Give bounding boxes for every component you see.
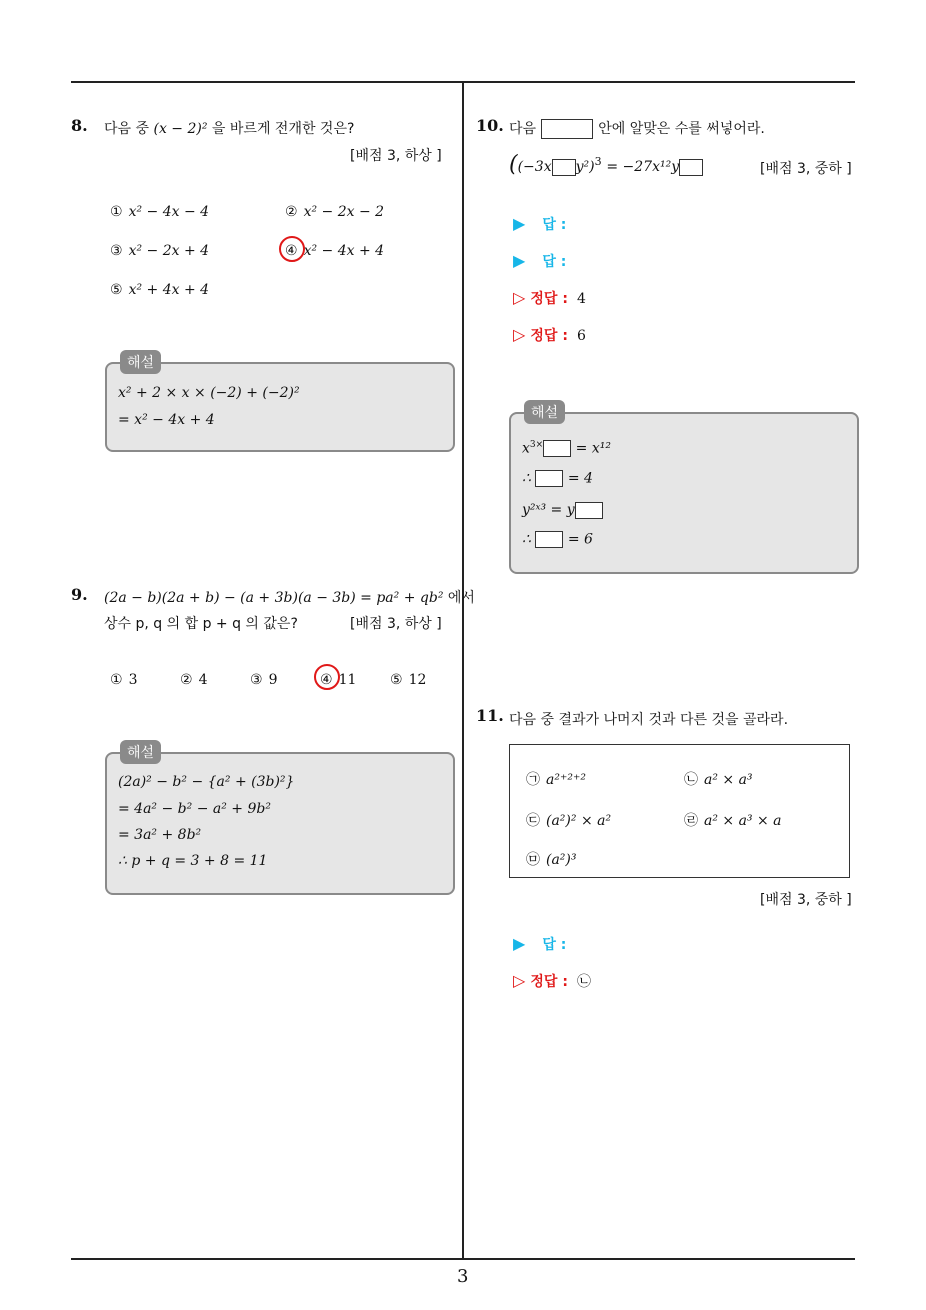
solution-tag: 해설 bbox=[524, 400, 565, 424]
exponent-blank[interactable] bbox=[679, 159, 703, 176]
solution-tag: 해설 bbox=[120, 740, 161, 764]
choice-1[interactable]: ① x² − 4x − 4 bbox=[110, 204, 210, 220]
option-e: ㉤ (a²)³ bbox=[526, 852, 577, 868]
question-stem: 다음 중 (x − 2)² 을 바르게 전개한 것은? bbox=[104, 121, 355, 137]
score-label: [배점 3, 중하 ] bbox=[760, 161, 852, 177]
answer-blank[interactable] bbox=[541, 119, 593, 139]
answer-line[interactable]: ▶ 답 : bbox=[513, 934, 567, 953]
option-d: ㉣ a² × a³ × a bbox=[684, 813, 782, 829]
solution-box bbox=[509, 412, 859, 574]
question-number: 8. bbox=[71, 116, 88, 135]
question-stem-line2: 상수 p, q 의 합 p + q 의 값은? bbox=[104, 616, 298, 632]
question-number: 10. bbox=[476, 116, 504, 135]
solution-line: ∴ p + q = 3 + 8 = 11 bbox=[118, 853, 268, 869]
column-divider bbox=[462, 82, 464, 1259]
solution-line: = 4a² − b² − a² + 9b² bbox=[118, 801, 271, 817]
solution-line: ∴ = 4 bbox=[522, 470, 593, 487]
question-stem: (2a − b)(2a + b) − (a + 3b)(a − 3b) = pa² + qb² 에서 bbox=[104, 590, 475, 606]
option-c: ㉢ (a²)² × a² bbox=[526, 813, 612, 829]
question-stem: 다음 안에 알맞은 수를 써넣어라. bbox=[509, 118, 765, 139]
correct-answer: ▷ 정답 : ㉡ bbox=[513, 971, 592, 990]
choice-3[interactable]: ③ 9 bbox=[250, 672, 278, 688]
solution-line: (2a)² − b² − {a² + (3b)²} bbox=[118, 774, 295, 790]
answer-circle-mark bbox=[279, 236, 305, 262]
answer-line-2[interactable]: ▶ 답 : bbox=[513, 251, 567, 270]
option-b: ㉡ a² × a³ bbox=[684, 772, 753, 788]
option-a: ㉠ a²⁺²⁺² bbox=[526, 772, 586, 788]
answer-line-1[interactable]: ▶ 답 : bbox=[513, 214, 567, 233]
solution-box bbox=[105, 362, 455, 452]
exponent-blank[interactable] bbox=[552, 159, 576, 176]
solution-line: = 3a² + 8b² bbox=[118, 827, 202, 843]
question-stem: 다음 중 결과가 나머지 것과 다른 것을 골라라. bbox=[509, 712, 789, 728]
correct-answer-1: ▷ 정답 : 4 bbox=[513, 288, 586, 307]
choice-2[interactable]: ② 4 bbox=[180, 672, 208, 688]
score-label: [배점 3, 하상 ] bbox=[350, 616, 442, 632]
score-label: [배점 3, 중하 ] bbox=[760, 892, 852, 908]
correct-answer-2: ▷ 정답 : 6 bbox=[513, 325, 586, 344]
solution-line: y²ˣ³ = y bbox=[522, 502, 603, 519]
choice-1[interactable]: ① 3 bbox=[110, 672, 138, 688]
choice-4[interactable]: ④ 11 bbox=[320, 672, 357, 688]
choice-4[interactable]: ④ x² − 4x + 4 bbox=[285, 243, 385, 259]
solution-tag: 해설 bbox=[120, 350, 161, 374]
choice-2[interactable]: ② x² − 2x − 2 bbox=[285, 204, 385, 220]
solution-line: x² + 2 × x × (−2) + (−2)² bbox=[118, 385, 300, 401]
choice-5[interactable]: ⑤ x² + 4x + 4 bbox=[110, 282, 210, 298]
question-number: 9. bbox=[71, 585, 88, 604]
bottom-rule bbox=[71, 1258, 855, 1260]
solution-line: ∴ = 6 bbox=[522, 531, 593, 548]
choice-3[interactable]: ③ x² − 2x + 4 bbox=[110, 243, 210, 259]
solution-line: $x^{3\times} = x^{12}$ bbox=[522, 440, 611, 457]
score-label: [배점 3, 하상 ] bbox=[350, 148, 442, 164]
answer-circle-mark bbox=[314, 664, 340, 690]
choice-5[interactable]: ⑤ 12 bbox=[390, 672, 427, 688]
solution-line: = x² − 4x + 4 bbox=[118, 412, 215, 428]
question-expression: ((−3x y²)$^3$ = −27x¹²y bbox=[509, 152, 703, 177]
question-number: 11. bbox=[476, 706, 504, 725]
page-number: 3 bbox=[457, 1266, 469, 1287]
